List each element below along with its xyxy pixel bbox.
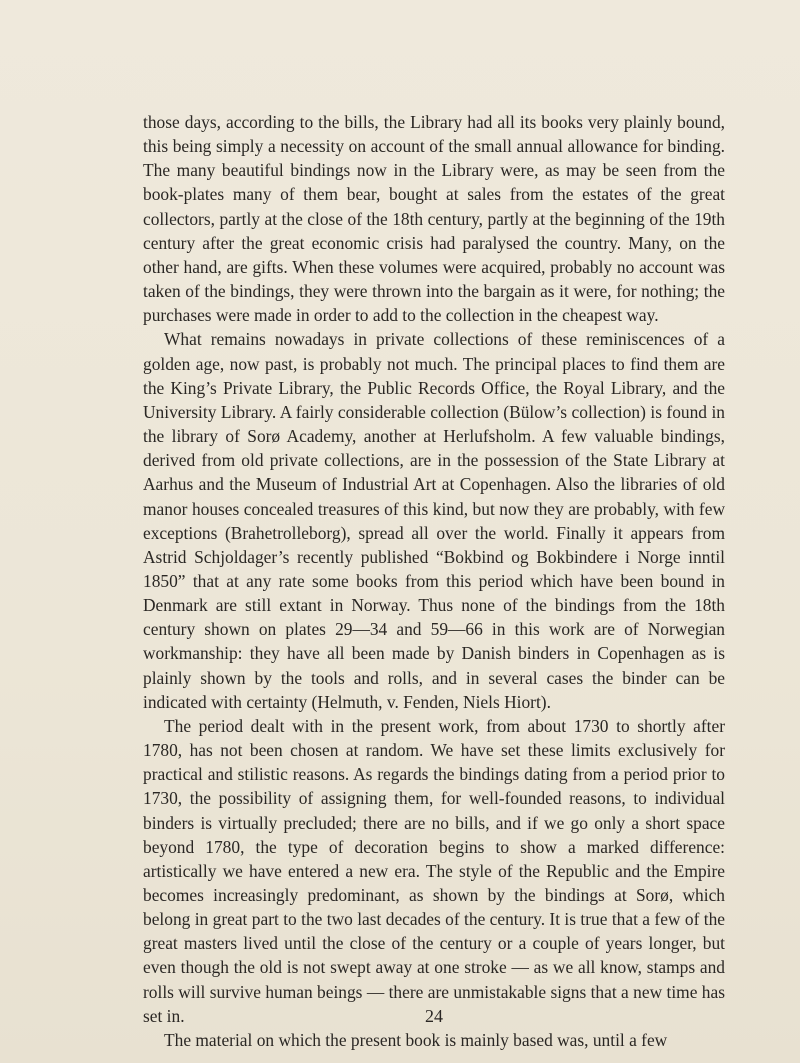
paragraph-4: The material on which the present book is mainly based was, until a few bbox=[164, 1029, 668, 1050]
paragraph-1: those days, according to the bills, the Library had all its books very plainly bound, this being simply a necessity on account of the small annual allowance for binding. The many beautiful bindings now in the Library were, as may be seen from the book-plates many of them bear, bought at sales from the estates of the great collectors, partly at the close of the 18th century, partly at the beginning of the 19th century after the great economic crisis had paralysed the country. Many, on the other hand, are gifts. When these volumes were acquired, probably no account was taken of the bindings, they were thrown into the bargain as it were, for nothing; the purchases were made in order to add to the collection in the cheapest way. bbox=[143, 112, 725, 326]
paragraph-2: What remains nowadays in private collections of these reminiscences of a golden age, now past, is probably not much. The principal places to find them are the King’s Private Library, the Public Records Office, the Royal Library, and the University Library. A fairly considerable collection (Bülow’s collection) is found in the library of Sorø Academy, another at Herlufsholm. A few valuable bindings, derived from old private collections, are in the possession of the State Library at Aarhus and the Museum of Industrial Art at Copenhagen. Also the libraries of old manor houses concealed treasures of this kind, but now they are probably, with few exceptions (Brahetrolleborg), spread all over the world. Finally it appears from Astrid Schjoldager’s recently published “Bokbind og Bokbindere i Norge inntil 1850” that at any rate some books from this period which have been bound in Denmark are still extant in Norway. Thus none of the bindings from the 18th century shown on plates 29—34 and 59—66 in this work are of Norwegian workmanship: they have all been made by Danish binders in Copenhagen as is plainly shown by the tools and rolls, and in several cases the binder can be indicated with certainty (Helmuth, v. Fenden, Niels Hiort). bbox=[143, 329, 725, 712]
body-text bbox=[143, 110, 725, 1052]
page-number: 24 bbox=[425, 1006, 443, 1026]
paragraph-3: The period dealt with in the present work, from about 1730 to shortly after 1780, has not been chosen at random. We have set these limits exclusively for practical and stilistic reasons. As regards the bindings dating from a period prior to 1730, the possibility of assigning them, for well-founded reasons, to individual binders is virtually precluded; there are no bills, and if we go only a short space beyond 1780, the type of decoration begins to show a marked difference: artistically we have entered a new era. The style of the Republic and the Empire becomes increasingly predominant, as shown by the bindings at Sorø, which belong in great part to the two last decades of the century. It is true that a few of the great masters lived until the close of the century or a couple of years longer, but even though the old is not swept away at one stroke — as we all know, stamps and rolls will survive human beings — there are unmistakable signs that a new time has set in. bbox=[143, 715, 725, 1026]
